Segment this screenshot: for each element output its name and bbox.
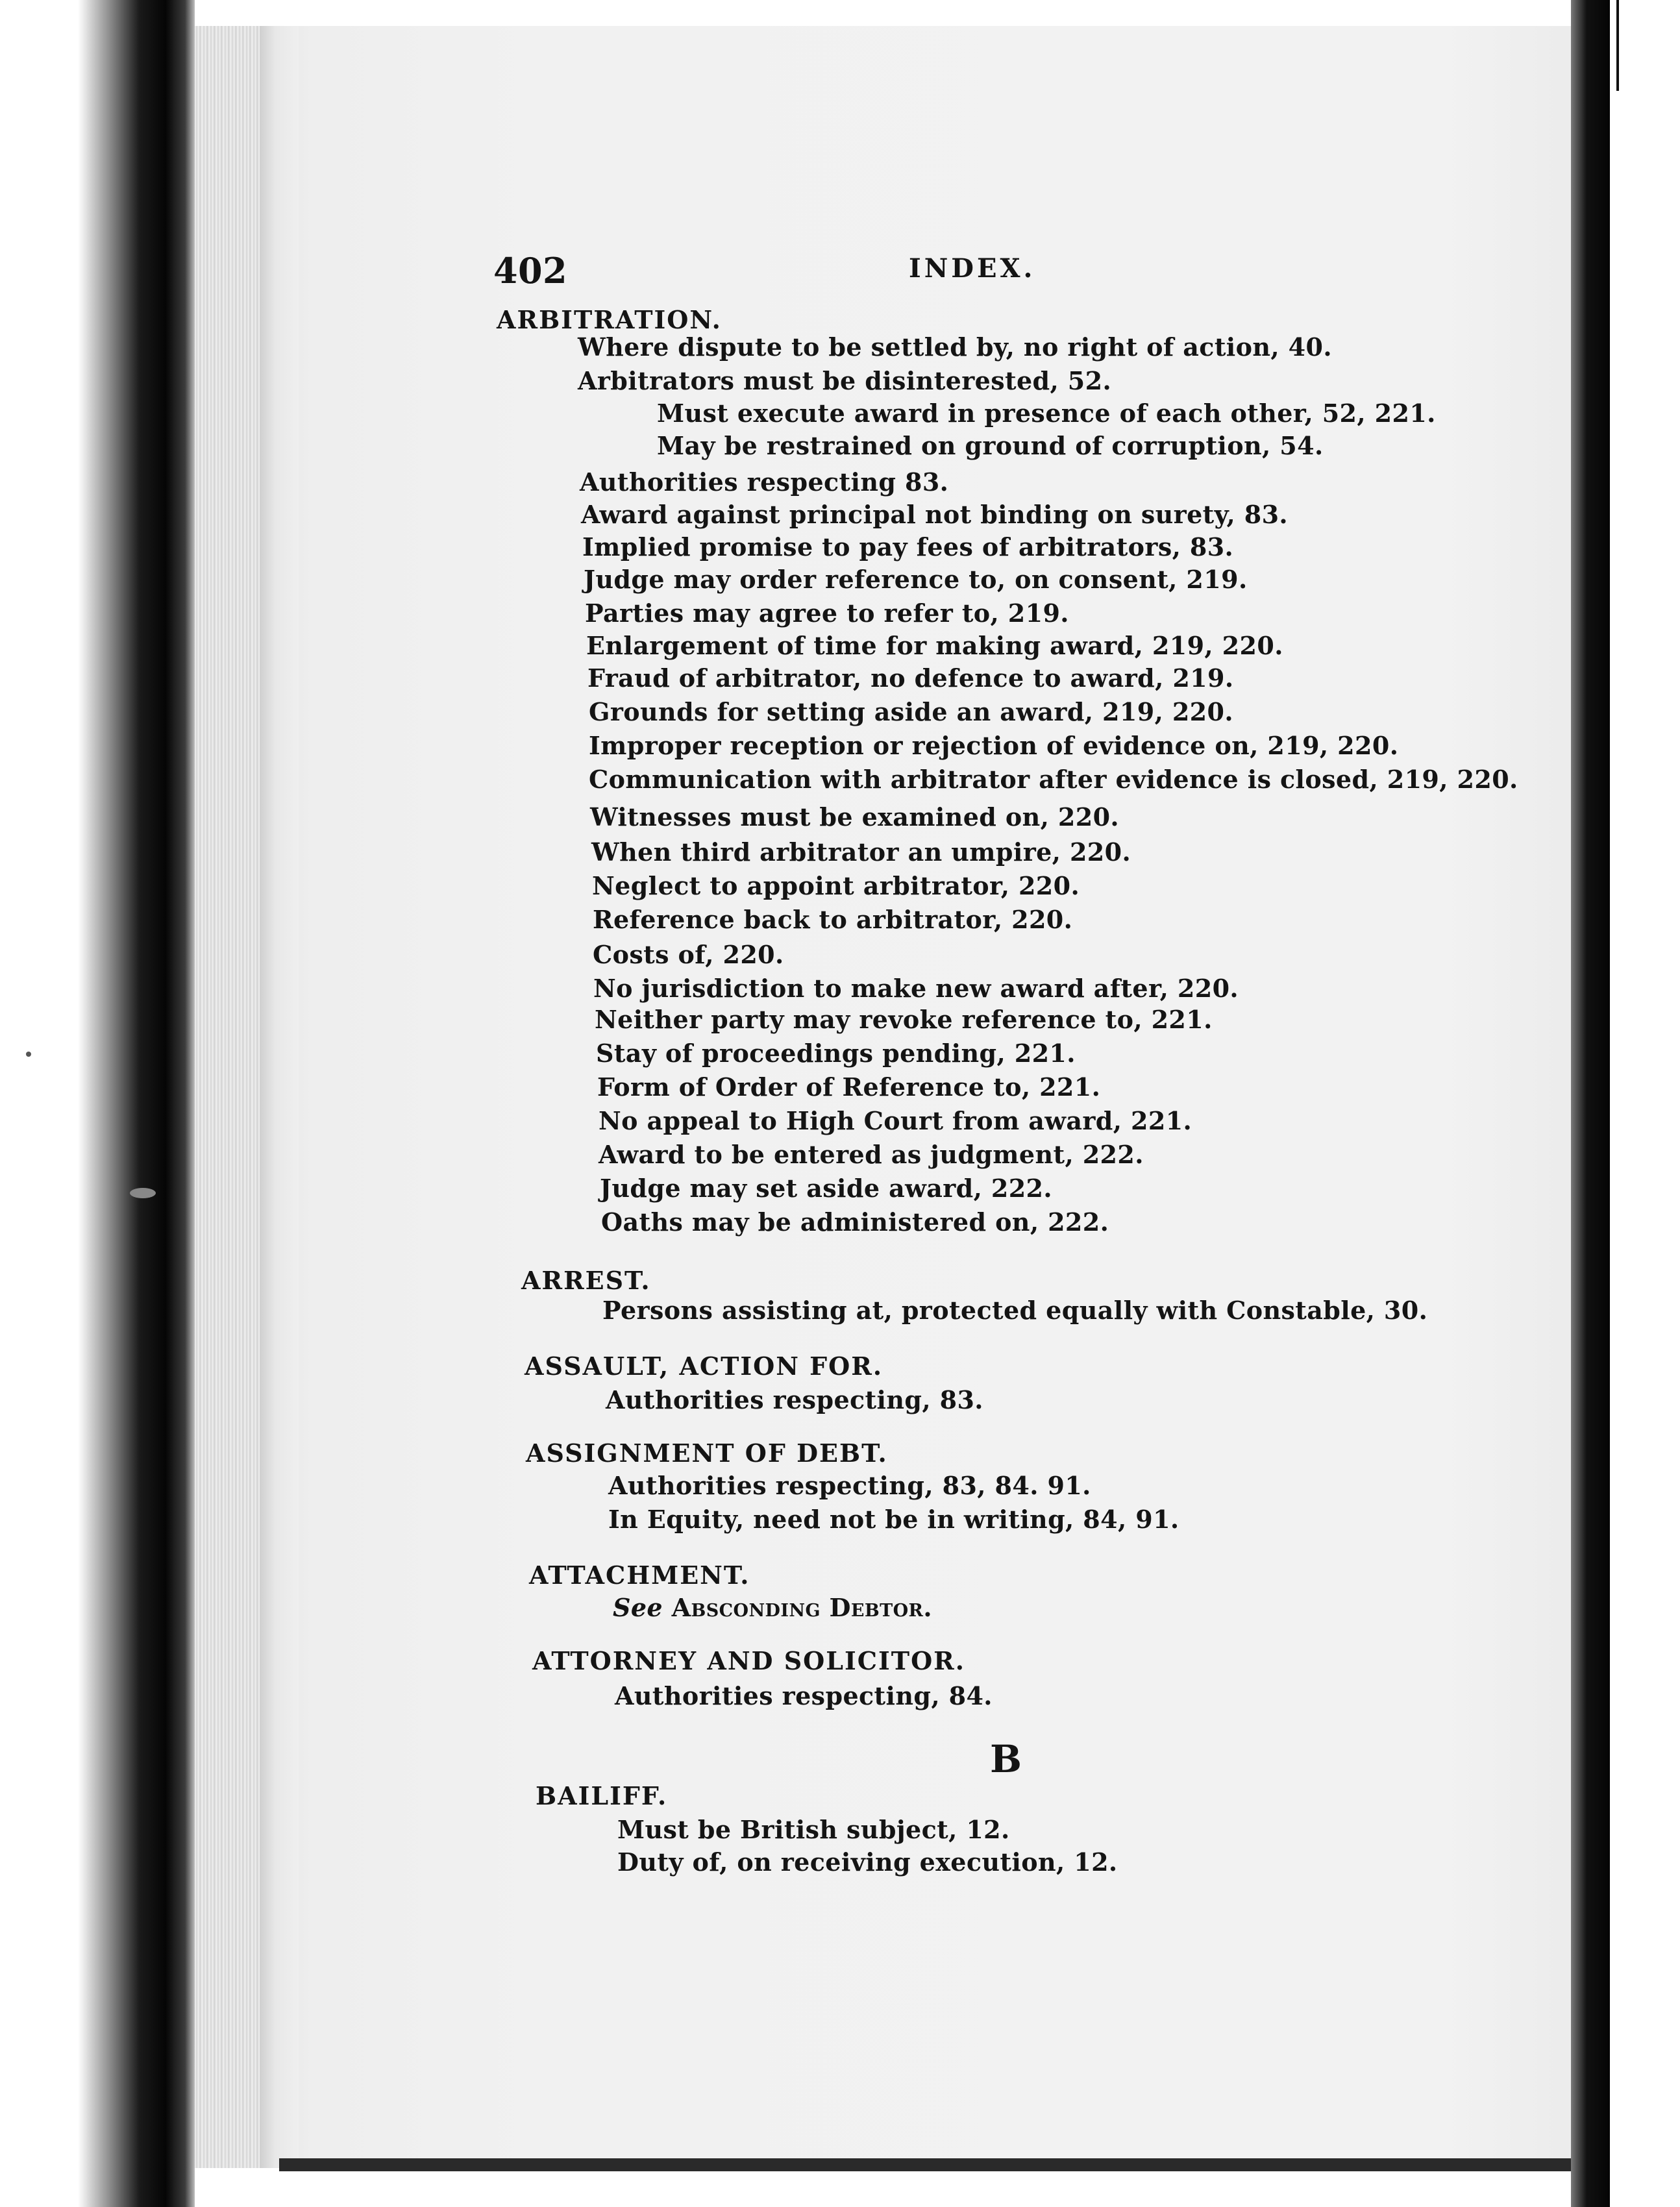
- index-heading: ASSIGNMENT OF DEBT.: [526, 1438, 888, 1468]
- index-entry: Improper reception or rejection of evidence on, 219, 220.: [589, 731, 1399, 760]
- index-heading: ATTACHMENT.: [529, 1560, 750, 1590]
- index-entry: Parties may agree to refer to, 219.: [585, 598, 1069, 628]
- index-heading: ASSAULT, ACTION FOR.: [525, 1351, 883, 1381]
- index-entry: Arbitrators must be disinterested, 52.: [578, 366, 1112, 395]
- index-subentry: Must execute award in presence of each other, 52, 221.: [657, 399, 1436, 428]
- index-subentry: May be restrained on ground of corruption, 54.: [657, 431, 1324, 460]
- index-entry: Witnesses must be examined on, 220.: [590, 802, 1120, 832]
- index-entry: Persons assisting at, protected equally with Constable, 30.: [602, 1296, 1428, 1325]
- see-prefix: See: [613, 1593, 663, 1622]
- see-target: Absconding Debtor.: [671, 1593, 932, 1622]
- page-number: 402: [493, 250, 567, 291]
- book-binding-shadow: [0, 0, 195, 2207]
- index-entry: Judge may order reference to, on consent, 219.: [584, 565, 1248, 594]
- index-entry: Oaths may be administered on, 222.: [601, 1207, 1109, 1237]
- index-entry: Must be British subject, 12.: [617, 1815, 1010, 1844]
- index-entry: When third arbitrator an umpire, 220.: [591, 837, 1131, 867]
- index-heading: ARBITRATION.: [497, 305, 722, 334]
- scan-speck: [130, 1188, 156, 1198]
- index-entry: Authorities respecting, 84.: [615, 1681, 993, 1710]
- index-heading: ARREST.: [521, 1266, 651, 1295]
- page-bottom-edge: [279, 2158, 1590, 2171]
- index-entry: Reference back to arbitrator, 220.: [593, 905, 1073, 934]
- index-entry: Grounds for setting aside an award, 219, 220.: [589, 697, 1233, 726]
- facing-page: [1610, 0, 1680, 2207]
- index-entry: Enlargement of time for making award, 219, 220.: [586, 631, 1283, 660]
- facing-page-mark: [1616, 0, 1619, 91]
- index-entry: Authorities respecting, 83, 84. 91.: [608, 1471, 1091, 1500]
- index-entry: Implied promise to pay fees of arbitrators, 83.: [582, 532, 1234, 561]
- index-entry: Neither party may revoke reference to, 221.: [595, 1005, 1213, 1034]
- letter-heading: B: [990, 1737, 1022, 1781]
- index-heading: BAILIFF.: [536, 1781, 668, 1810]
- right-page-edge: [1571, 0, 1610, 2207]
- index-entry: Award to be entered as judgment, 222.: [599, 1140, 1144, 1169]
- scan-speck: [26, 1052, 31, 1057]
- index-heading: ATTORNEY AND SOLICITOR.: [532, 1646, 965, 1675]
- index-entry: Authorities respecting 83.: [580, 467, 949, 497]
- index-entry: No jurisdiction to make new award after, 220.: [593, 974, 1239, 1003]
- index-entry: Duty of, on receiving execution, 12.: [617, 1847, 1118, 1877]
- index-entry: Authorities respecting, 83.: [606, 1385, 983, 1414]
- see-reference: [613, 1593, 932, 1622]
- index-entry: Costs of, 220.: [593, 940, 784, 969]
- index-entry: Communication with arbitrator after evidence is closed, 219, 220.: [589, 765, 1518, 794]
- index-entry: No appeal to High Court from award, 221.: [599, 1106, 1192, 1135]
- index-entry: Award against principal not binding on surety, 83.: [581, 500, 1289, 529]
- index-entry: Stay of proceedings pending, 221.: [596, 1039, 1076, 1068]
- index-entry: Neglect to appoint arbitrator, 220.: [592, 871, 1080, 900]
- index-entry: Fraud of arbitrator, no defence to award, 219.: [587, 663, 1234, 693]
- index-entry: Form of Order of Reference to, 221.: [597, 1072, 1101, 1102]
- gutter-shadow: [260, 26, 299, 2168]
- index-entry: In Equity, need not be in writing, 84, 91.: [608, 1505, 1180, 1534]
- index-entry: Judge may set aside award, 222.: [600, 1174, 1053, 1203]
- index-entry: Where dispute to be settled by, no right of action, 40.: [578, 332, 1332, 362]
- running-head: INDEX.: [909, 253, 1036, 284]
